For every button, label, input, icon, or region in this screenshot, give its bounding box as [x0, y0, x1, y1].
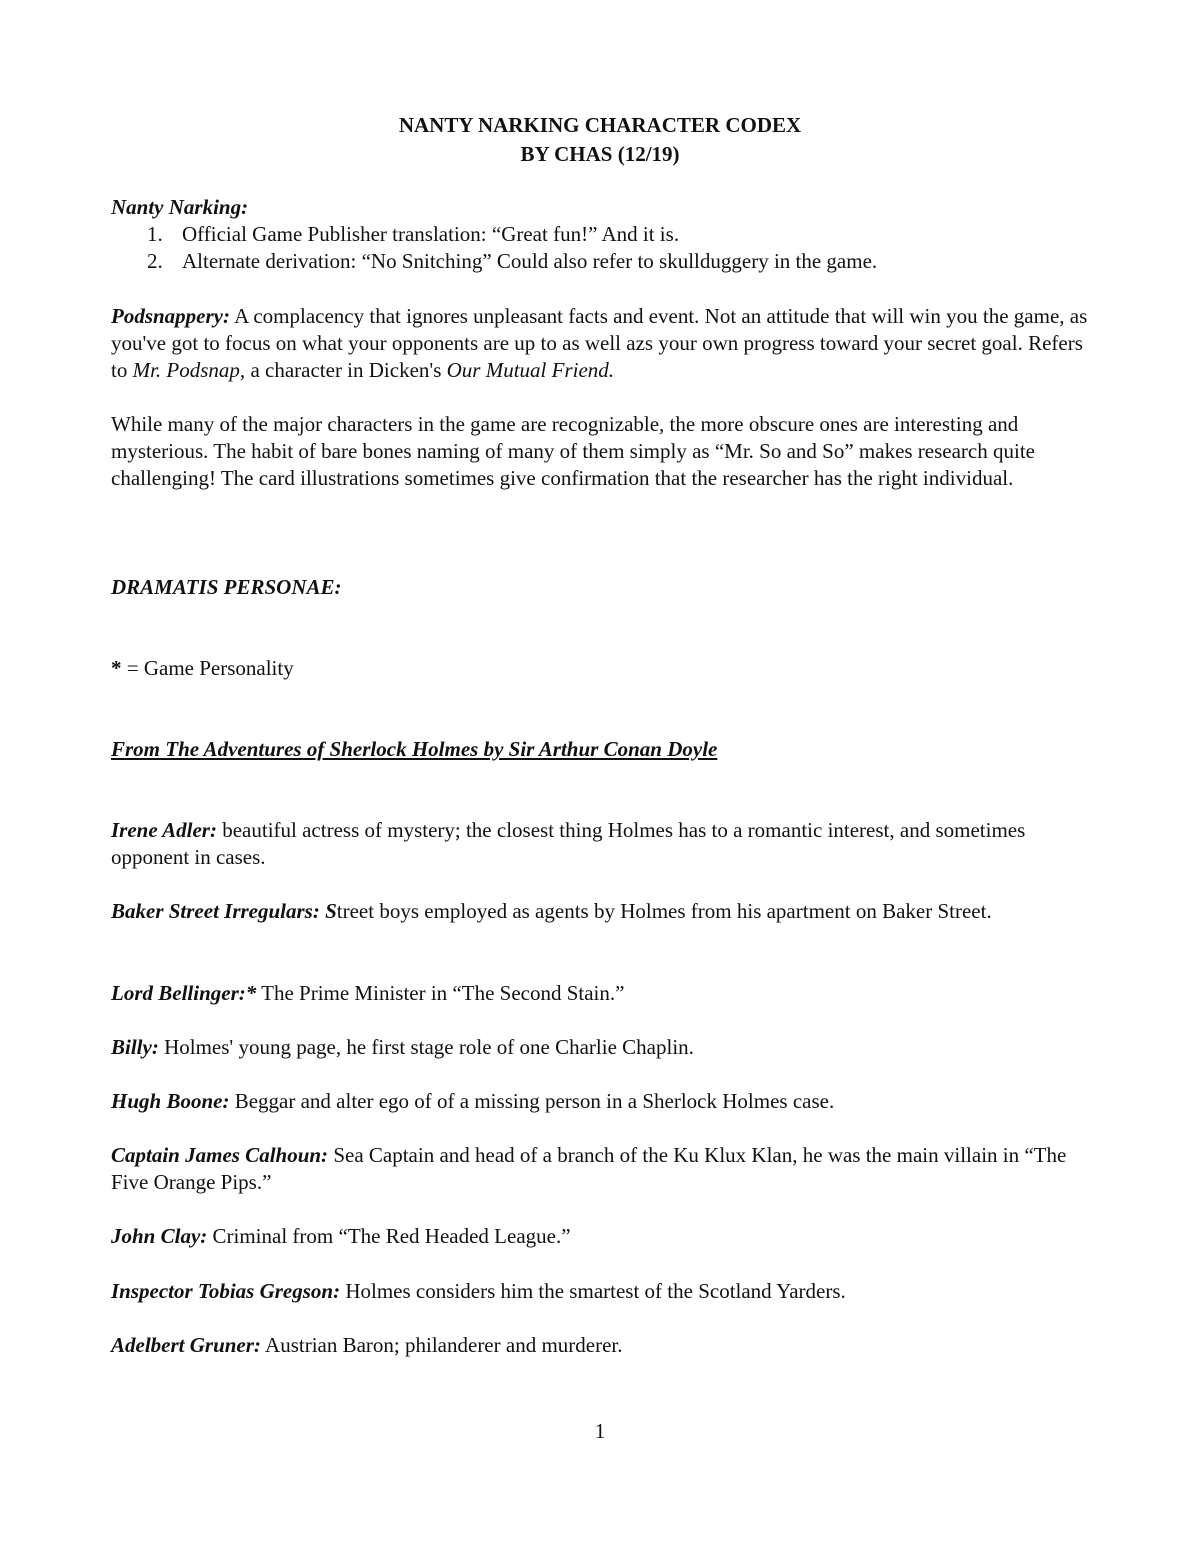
character-name: Irene Adler:: [111, 818, 217, 842]
character-entry: [111, 1088, 1101, 1115]
character-entry: [111, 898, 1101, 925]
character-description: Austrian Baron; philanderer and murderer.: [260, 1333, 623, 1357]
character-description: treet boys employed as agents by Holmes from his apartment on Baker Street.: [336, 899, 992, 923]
section-heading: From The Adventures of Sherlock Holmes by Sir Arthur Conan Doyle: [111, 737, 718, 761]
character-description: Holmes' young page, he first stage role of one Charlie Chaplin.: [158, 1035, 694, 1059]
podsnappery-text: A complacency that ignores unpleasant facts and event. Not an attitude that will win you the game, as you've got to focus on what your opponents are up to as well azs your own progress toward your secret goal. Refers to: [111, 304, 1088, 382]
character-name: Lord Bellinger:*: [111, 981, 257, 1005]
character-name: Baker Street Irregulars: S: [111, 899, 337, 923]
character-name: John Clay:: [111, 1224, 208, 1248]
nanty-term-label: Nanty Narking:: [111, 195, 249, 219]
character-description: Beggar and alter ego of of a missing person in a Sherlock Holmes case.: [229, 1089, 835, 1113]
list-item: [111, 248, 1101, 275]
page-number: 1: [594, 1419, 606, 1443]
nanty-definition-list: [111, 221, 1101, 275]
podsnappery-text-2: a character in Dicken's: [245, 358, 447, 382]
character-description: The Prime Minister in “The Second Stain.”: [256, 981, 625, 1005]
podsnap-reference: Mr. Podsnap,: [132, 358, 246, 382]
intro-paragraph: While many of the major characters in the game are recognizable, the more obscure ones are interesting and mysterious. The habit of bare bones naming of many of them simply as “Mr. So and So” makes research quite challenging! The card illustrations sometimes give confirmation that the researcher has the right individual.: [111, 412, 1035, 490]
character-description: beautiful actress of mystery; the closest thing Holmes has to a romantic interest, and sometimes opponent in cases.: [111, 818, 1026, 869]
character-name: Billy:: [111, 1035, 159, 1059]
nanty-term: [111, 194, 1101, 221]
legend-line: [111, 655, 1101, 682]
character-name: Hugh Boone:: [111, 1089, 230, 1113]
character-name: Captain James Calhoun:: [111, 1143, 329, 1167]
podsnappery-term: Podsnappery:: [111, 304, 230, 328]
list-item: [111, 221, 1101, 248]
character-entry: [111, 1142, 1101, 1196]
character-name: Adelbert Gruner:: [111, 1333, 261, 1357]
legend-text: = Game Personality: [121, 656, 294, 680]
character-entry: [111, 980, 1101, 1007]
list-item-number: 1.: [147, 222, 163, 246]
asterisk-symbol: *: [111, 656, 122, 680]
character-entry: [111, 1223, 1101, 1250]
podsnappery-paragraph: [111, 303, 1101, 384]
character-description: Criminal from “The Red Headed League.”: [207, 1224, 571, 1248]
character-entry: [111, 1034, 1101, 1061]
character-entry: [111, 817, 1101, 871]
character-name: Inspector Tobias Gregson:: [111, 1279, 341, 1303]
character-description: Sea Captain and head of a branch of the Ku Klux Klan, he was the main villain in “The Five Orange Pips.”: [111, 1143, 1067, 1194]
character-entry: [111, 1332, 1101, 1359]
list-item-text: Alternate derivation: “No Snitching” Could also refer to skullduggery in the game.: [182, 249, 878, 273]
dramatis-personae-heading: DRAMATIS PERSONAE:: [111, 575, 342, 599]
book-title: Our Mutual Friend.: [446, 358, 615, 382]
document-title: NANTY NARKING CHARACTER CODEX: [398, 113, 802, 137]
character-entry: [111, 1278, 1101, 1305]
list-item-number: 2.: [147, 249, 163, 273]
list-item-text: Official Game Publisher translation: “Great fun!” And it is.: [182, 222, 680, 246]
document-byline: BY CHAS (12/19): [520, 142, 680, 166]
character-description: Holmes considers him the smartest of the Scotland Yarders.: [340, 1279, 846, 1303]
